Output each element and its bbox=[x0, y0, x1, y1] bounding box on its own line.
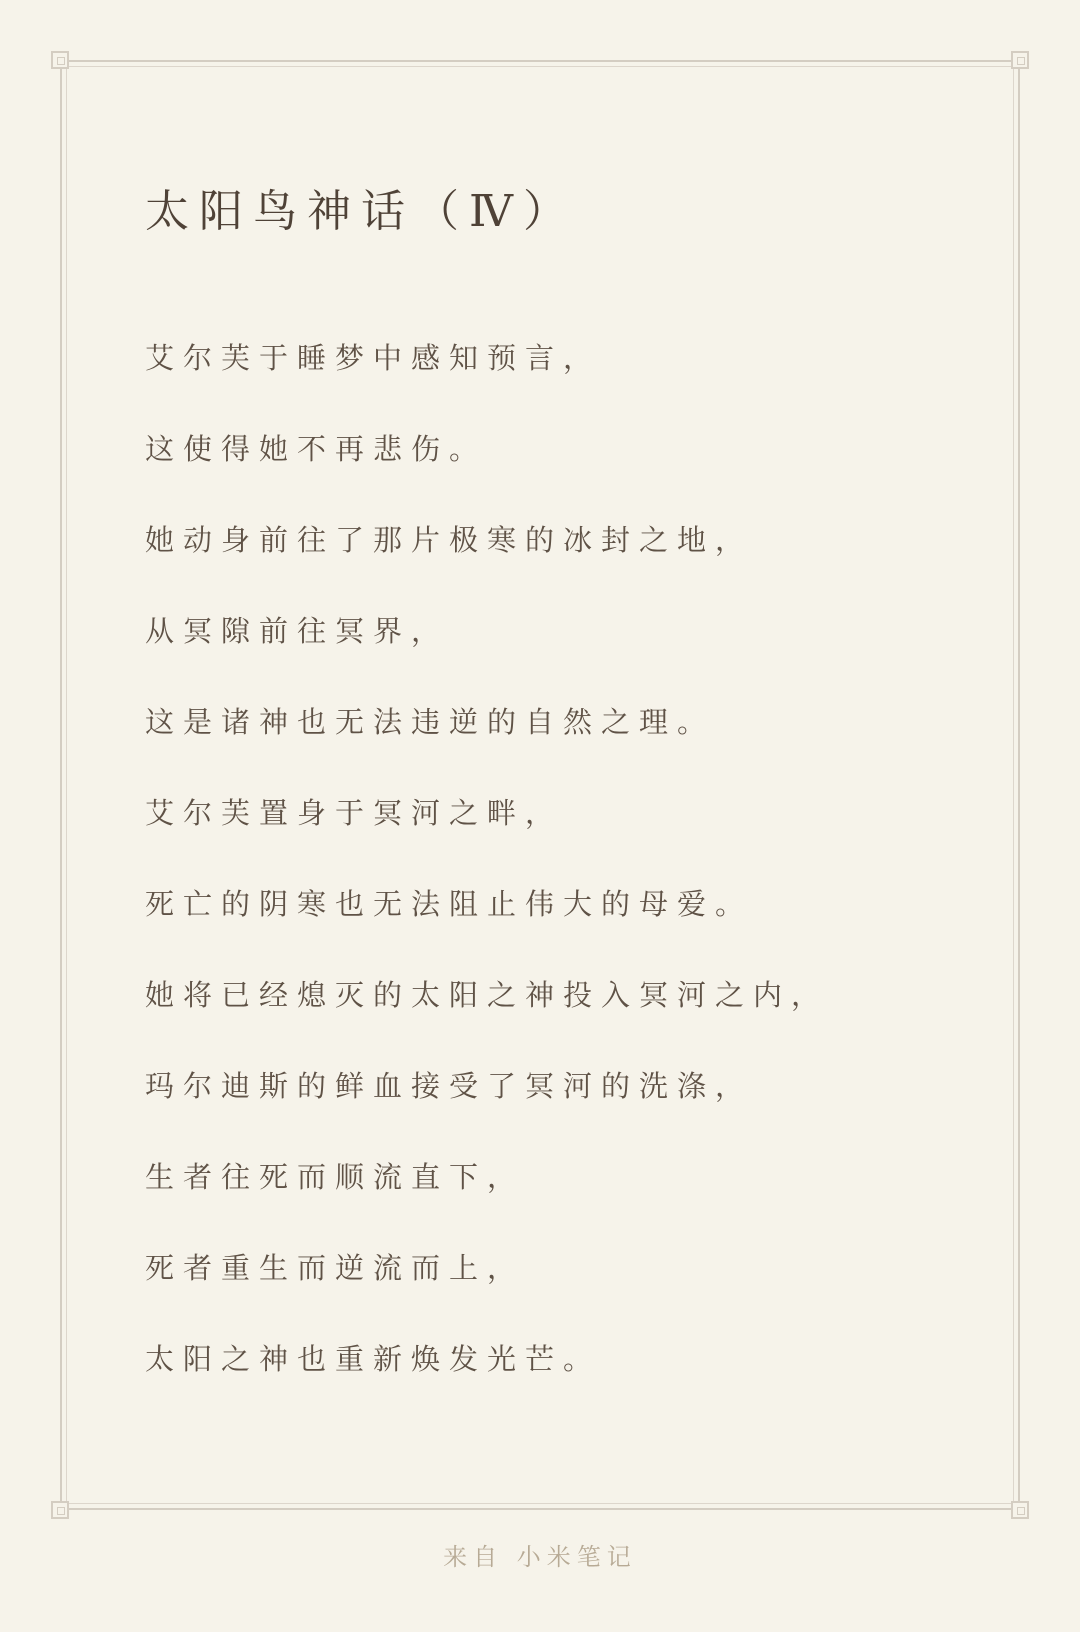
poem-line: 死者重生而逆流而上， bbox=[145, 1251, 526, 1285]
poem-line: 玛尔迪斯的鲜血接受了冥河的洗涤， bbox=[145, 1069, 754, 1103]
poem-line: 她动身前往了那片极寒的冰封之地， bbox=[145, 523, 754, 557]
frame-corner-ornament bbox=[1011, 1501, 1029, 1519]
frame-corner-ornament bbox=[51, 1501, 69, 1519]
frame-corner-ornament bbox=[1011, 51, 1029, 69]
note-title: 太阳鸟神话（Ⅳ） bbox=[145, 186, 577, 237]
poem-line: 生者往死而顺流直下， bbox=[145, 1160, 526, 1194]
poem-line: 艾尔芙置身于冥河之畔， bbox=[145, 796, 564, 830]
poem-line: 这是诸神也无法违逆的自然之理。 bbox=[145, 705, 716, 739]
poem-line: 她将已经熄灭的太阳之神投入冥河之内， bbox=[145, 978, 830, 1012]
note-body bbox=[145, 336, 965, 1428]
source-footer: 来自 小米笔记 bbox=[443, 1543, 637, 1571]
poem-line: 艾尔芙于睡梦中感知预言， bbox=[145, 341, 602, 375]
poem-line: 太阳之神也重新焕发光芒。 bbox=[145, 1342, 602, 1376]
frame-corner-ornament bbox=[51, 51, 69, 69]
poem-line: 从冥隙前往冥界， bbox=[145, 614, 450, 648]
poem-line: 这使得她不再悲伤。 bbox=[145, 432, 488, 466]
poem-line: 死亡的阴寒也无法阻止伟大的母爱。 bbox=[145, 887, 754, 921]
